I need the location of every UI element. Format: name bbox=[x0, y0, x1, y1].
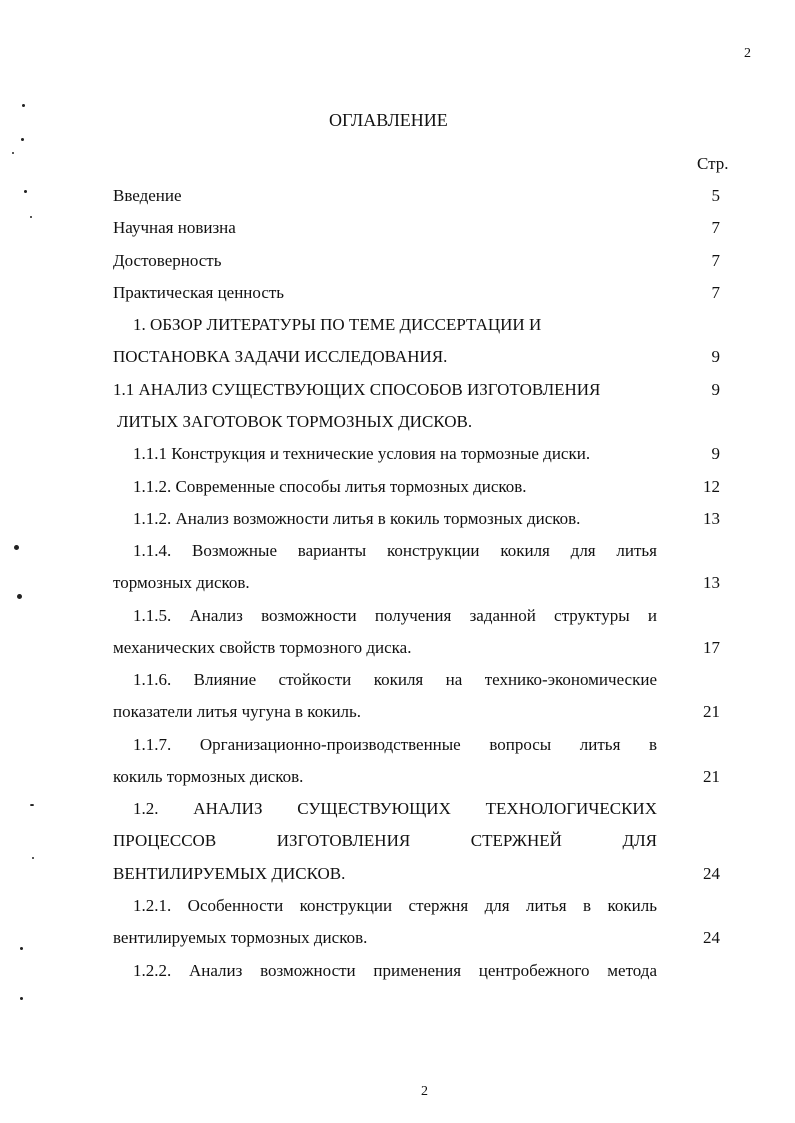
scan-mark bbox=[12, 152, 14, 154]
scan-mark bbox=[21, 138, 24, 141]
toc-entry: 1.1.2. Анализ возможности литья в кокиль тормозных дисков. bbox=[133, 509, 581, 528]
toc-page-number: 9 bbox=[711, 444, 720, 463]
toc-page-number: 24 bbox=[703, 928, 720, 947]
toc-entry: 1.2.1. Особенности конструкции стержня для литья в кокиль bbox=[133, 896, 657, 915]
toc-page-number: 7 bbox=[711, 218, 720, 237]
toc-title: ОГЛАВЛЕНИЕ bbox=[329, 110, 448, 130]
toc-page-number: 7 bbox=[711, 283, 720, 302]
toc-page-number: 9 bbox=[711, 380, 720, 399]
scan-mark bbox=[22, 104, 25, 107]
toc-entry-continuation: кокиль тормозных дисков. bbox=[113, 767, 304, 786]
toc-page-number: 7 bbox=[711, 251, 720, 270]
toc-page-number: 5 bbox=[711, 186, 720, 205]
toc-entry: 1.2.2. Анализ возможности применения центробежного метода bbox=[133, 961, 657, 980]
scan-mark bbox=[14, 545, 19, 550]
toc-entry-continuation: механических свойств тормозного диска. bbox=[113, 638, 412, 657]
toc-page-number: 24 bbox=[703, 864, 720, 883]
toc-entry: 1. ОБЗОР ЛИТЕРАТУРЫ ПО ТЕМЕ ДИССЕРТАЦИИ И bbox=[133, 315, 542, 334]
toc-entry-continuation: тормозных дисков. bbox=[113, 573, 250, 592]
toc-entry: Научная новизна bbox=[113, 218, 236, 237]
toc-entry-continuation: ЛИТЫХ ЗАГОТОВОК ТОРМОЗНЫХ ДИСКОВ. bbox=[117, 412, 473, 431]
toc-page-number: 13 bbox=[703, 509, 720, 528]
toc-entry: 1.1.2. Современные способы литья тормозных дисков. bbox=[133, 477, 527, 496]
toc-entry-continuation: ВЕНТИЛИРУЕМЫХ ДИСКОВ. bbox=[113, 864, 346, 883]
toc-entry-continuation: показатели литья чугуна в кокиль. bbox=[113, 702, 362, 721]
scan-mark bbox=[20, 997, 23, 1000]
toc-entry: Достоверность bbox=[113, 251, 222, 270]
toc-page-number: 21 bbox=[703, 702, 720, 721]
page-column-header: Стр. bbox=[697, 154, 729, 173]
toc-page-number: 13 bbox=[703, 573, 720, 592]
toc-entry: 1.1.5. Анализ возможности получения заданной структуры и bbox=[133, 606, 657, 625]
scan-mark bbox=[17, 594, 22, 599]
toc-page-number: 17 bbox=[703, 638, 720, 657]
toc-page-number: 9 bbox=[711, 347, 720, 366]
scan-mark bbox=[20, 947, 23, 950]
toc-entry: 1.1.4. Возможные варианты конструкции кокиля для литья bbox=[133, 541, 657, 560]
toc-entry: Введение bbox=[113, 186, 182, 205]
toc-entry-continuation: ПРОЦЕССОВ ИЗГОТОВЛЕНИЯ СТЕРЖНЕЙ ДЛЯ bbox=[113, 831, 657, 850]
toc-page-number: 21 bbox=[703, 767, 720, 786]
toc-entry: 1.2. АНАЛИЗ СУЩЕСТВУЮЩИХ ТЕХНОЛОГИЧЕСКИХ bbox=[133, 799, 657, 818]
page-number-top: 2 bbox=[744, 46, 751, 61]
page-number-bottom: 2 bbox=[421, 1084, 428, 1099]
toc-entry: 1.1.6. Влияние стойкости кокиля на технико-экономические bbox=[133, 670, 657, 689]
toc-page-number: 12 bbox=[703, 477, 720, 496]
toc-entry-continuation: ПОСТАНОВКА ЗАДАЧИ ИССЛЕДОВАНИЯ. bbox=[113, 347, 448, 366]
scan-mark bbox=[30, 804, 34, 806]
toc-entry-continuation: вентилируемых тормозных дисков. bbox=[113, 928, 368, 947]
toc-entry: Практическая ценность bbox=[113, 283, 285, 302]
toc-entry: 1.1.7. Организационно-производственные вопросы литья в bbox=[133, 735, 657, 754]
scan-mark bbox=[24, 190, 27, 193]
toc-entry: 1.1 АНАЛИЗ СУЩЕСТВУЮЩИХ СПОСОБОВ ИЗГОТОВЛЕНИЯ bbox=[113, 380, 601, 399]
scan-mark bbox=[30, 216, 32, 218]
toc-entry: 1.1.1 Конструкция и технические условия на тормозные диски. bbox=[133, 444, 591, 463]
scan-mark bbox=[32, 857, 34, 859]
